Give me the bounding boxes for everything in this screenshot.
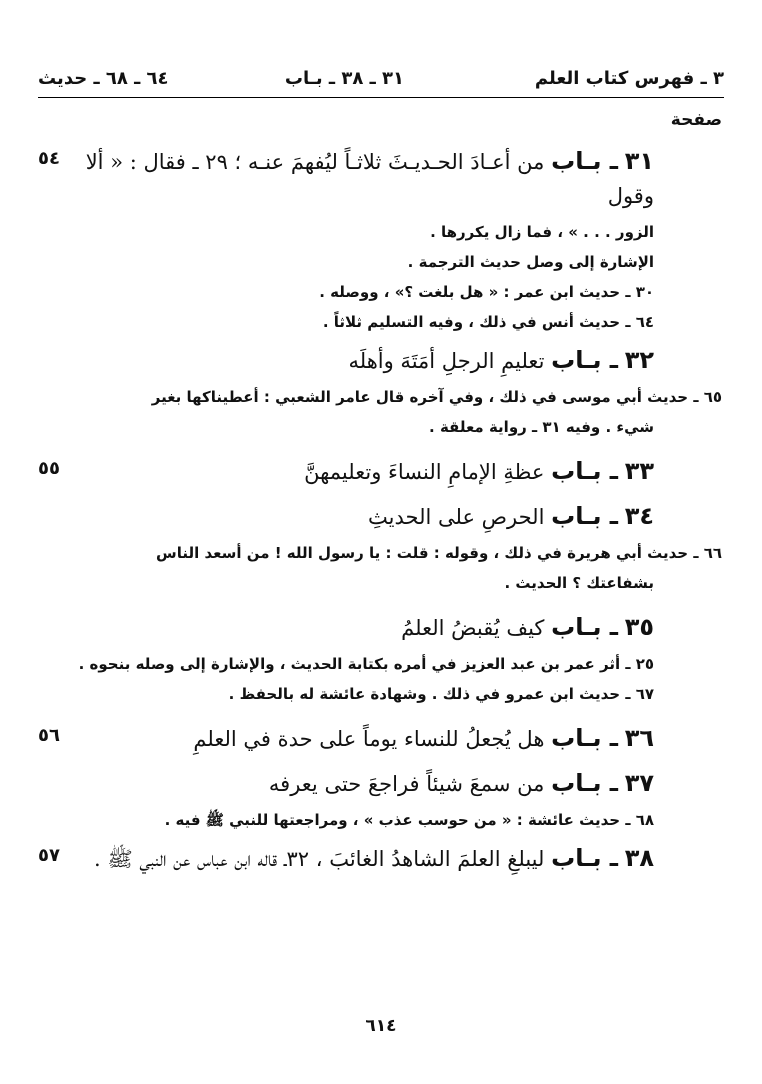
index-entry xyxy=(38,343,722,442)
index-entry xyxy=(38,766,722,835)
bab-number: ٣٨ xyxy=(624,844,654,872)
index-entry xyxy=(38,841,722,876)
index-item: شيء . وفيه ٣١ ـ رواية معلقة . xyxy=(429,418,654,436)
index-item: ٦٤ ـ حديث أنس في ذلك ، وفيه التسليم ثلاثاً . xyxy=(322,313,654,331)
index-item: ٦٧ ـ حديث ابن عمرو في ذلك . وشهادة عائشة له بالحفظ . xyxy=(228,685,654,703)
index-content xyxy=(38,144,722,880)
bab-keyword: بـاب xyxy=(551,502,602,530)
running-header xyxy=(38,62,724,96)
index-entry xyxy=(38,144,722,337)
bab-keyword: بـاب xyxy=(551,769,602,797)
index-entry xyxy=(38,721,722,756)
bab-number: ٣٣ xyxy=(624,457,654,485)
bab-number: ٣٧ xyxy=(624,769,654,797)
bab-heading: ٣٤ ـ بـاب الحرصِ على الحديثِ xyxy=(368,502,654,530)
bab-keyword: بـاب xyxy=(551,613,602,641)
index-entry xyxy=(38,454,722,489)
bab-number: ٣١ xyxy=(624,147,654,175)
bab-title: ليبلغِ العلمَ الشاهدُ الغائبَ ، ٣٢ـ قاله ابن عباس عن النبي ﷺ . xyxy=(94,847,545,871)
bab-title: تعليمِ الرجلِ أمَتَهَ وأهلَه xyxy=(348,349,545,373)
header-book-title: ٣ ـ فهرس كتاب العلم xyxy=(534,68,724,89)
bab-heading: ٣٧ ـ بـاب من سمعَ شيئاً فراجعَ حتى يعرفه xyxy=(268,769,654,797)
bab-heading: ٣٦ ـ بـاب هل يُجعلُ للنساء يوماً على حدة في العلمِ xyxy=(193,724,654,752)
bab-title: الحرصِ على الحديثِ xyxy=(368,505,545,529)
index-entry xyxy=(38,610,722,709)
index-item: ٣٠ ـ حديث ابن عمر : « هل بلغت ؟» ، ووصله . xyxy=(319,283,654,301)
index-item: ٦٨ ـ حديث عائشة : « من حوسب عذب » ، ومراجعتها للنبي ﷺ فيه . xyxy=(164,811,654,829)
index-item: الإشارة إلى وصل حديث الترجمة . xyxy=(407,253,654,271)
bab-heading: ٣٥ ـ بـاب كيف يُقبضُ العلمُ xyxy=(401,613,654,641)
bab-heading: ٣٢ ـ بـاب تعليمِ الرجلِ أمَتَهَ وأهلَه xyxy=(348,346,654,374)
bab-keyword: بـاب xyxy=(551,457,602,485)
bab-heading: ٣٨ ـ بـاب ليبلغِ العلمَ الشاهدُ الغائبَ ، ٣٢ـ قاله ابن عباس عن النبي ﷺ . xyxy=(94,844,654,872)
index-item: ٦٥ ـ حديث أبي موسى في ذلك ، وفي آخره قال عامر الشعبي : أعطيناكها بغير xyxy=(151,388,722,406)
bab-heading: ٣١ ـ بـاب من أعـادَ الحـديـثَ ثلاثـاً ليُفهمَ عنـه ؛ ٢٩ ـ فقال : « ألا وقول xyxy=(85,147,654,208)
page-column-heading: صفحة xyxy=(670,110,722,130)
entry-page-number: ٥٦ xyxy=(38,725,60,746)
bab-number: ٣٥ xyxy=(624,613,654,641)
header-rule xyxy=(38,97,724,98)
bab-title: من أعـادَ الحـديـثَ ثلاثـاً ليُفهمَ عنـه ؛ ٢٩ ـ فقال : « ألا وقول xyxy=(85,150,654,208)
bab-keyword: بـاب xyxy=(551,724,602,752)
bab-title: هل يُجعلُ للنساء يوماً على حدة في العلمِ xyxy=(193,727,545,751)
index-item: بشفاعتك ؟ الحديث . xyxy=(504,574,654,592)
bab-keyword: بـاب xyxy=(551,147,602,175)
index-item: الزور . . . » ، فما زال يكررها . xyxy=(430,223,654,241)
bab-keyword: بـاب xyxy=(551,844,602,872)
bab-number: ٣٦ xyxy=(624,724,654,752)
bab-title: من سمعَ شيئاً فراجعَ حتى يعرفه xyxy=(268,772,545,796)
header-bab-range: ٣١ ـ ٣٨ ـ بـاب xyxy=(284,68,404,89)
bab-number: ٣٤ xyxy=(624,502,654,530)
index-item: ٦٦ ـ حديث أبي هريرة في ذلك ، وقوله : قلت : يا رسول الله ! من أسعد الناس xyxy=(156,544,722,562)
bab-heading: ٣٣ ـ بـاب عظةِ الإمامِ النساءَ وتعليمهنَّ xyxy=(304,457,654,485)
entry-page-number: ٥٧ xyxy=(38,845,60,866)
bab-number: ٣٢ xyxy=(624,346,654,374)
page-number-footer: ٦١٤ xyxy=(365,1016,397,1036)
bab-title: كيف يُقبضُ العلمُ xyxy=(401,616,545,640)
entry-page-number: ٥٥ xyxy=(38,458,60,479)
entry-page-number: ٥٤ xyxy=(38,148,60,169)
bab-keyword: بـاب xyxy=(551,346,602,374)
header-hadith-range: ٦٤ ـ ٦٨ ـ حديث xyxy=(38,68,169,89)
bab-title: عظةِ الإمامِ النساءَ وتعليمهنَّ xyxy=(304,460,545,484)
index-entry xyxy=(38,499,722,598)
index-item: ٢٥ ـ أثر عمر بن عبد العزيز في أمره بكتابة الحديث ، والإشارة إلى وصله بنحوه . xyxy=(78,655,654,673)
